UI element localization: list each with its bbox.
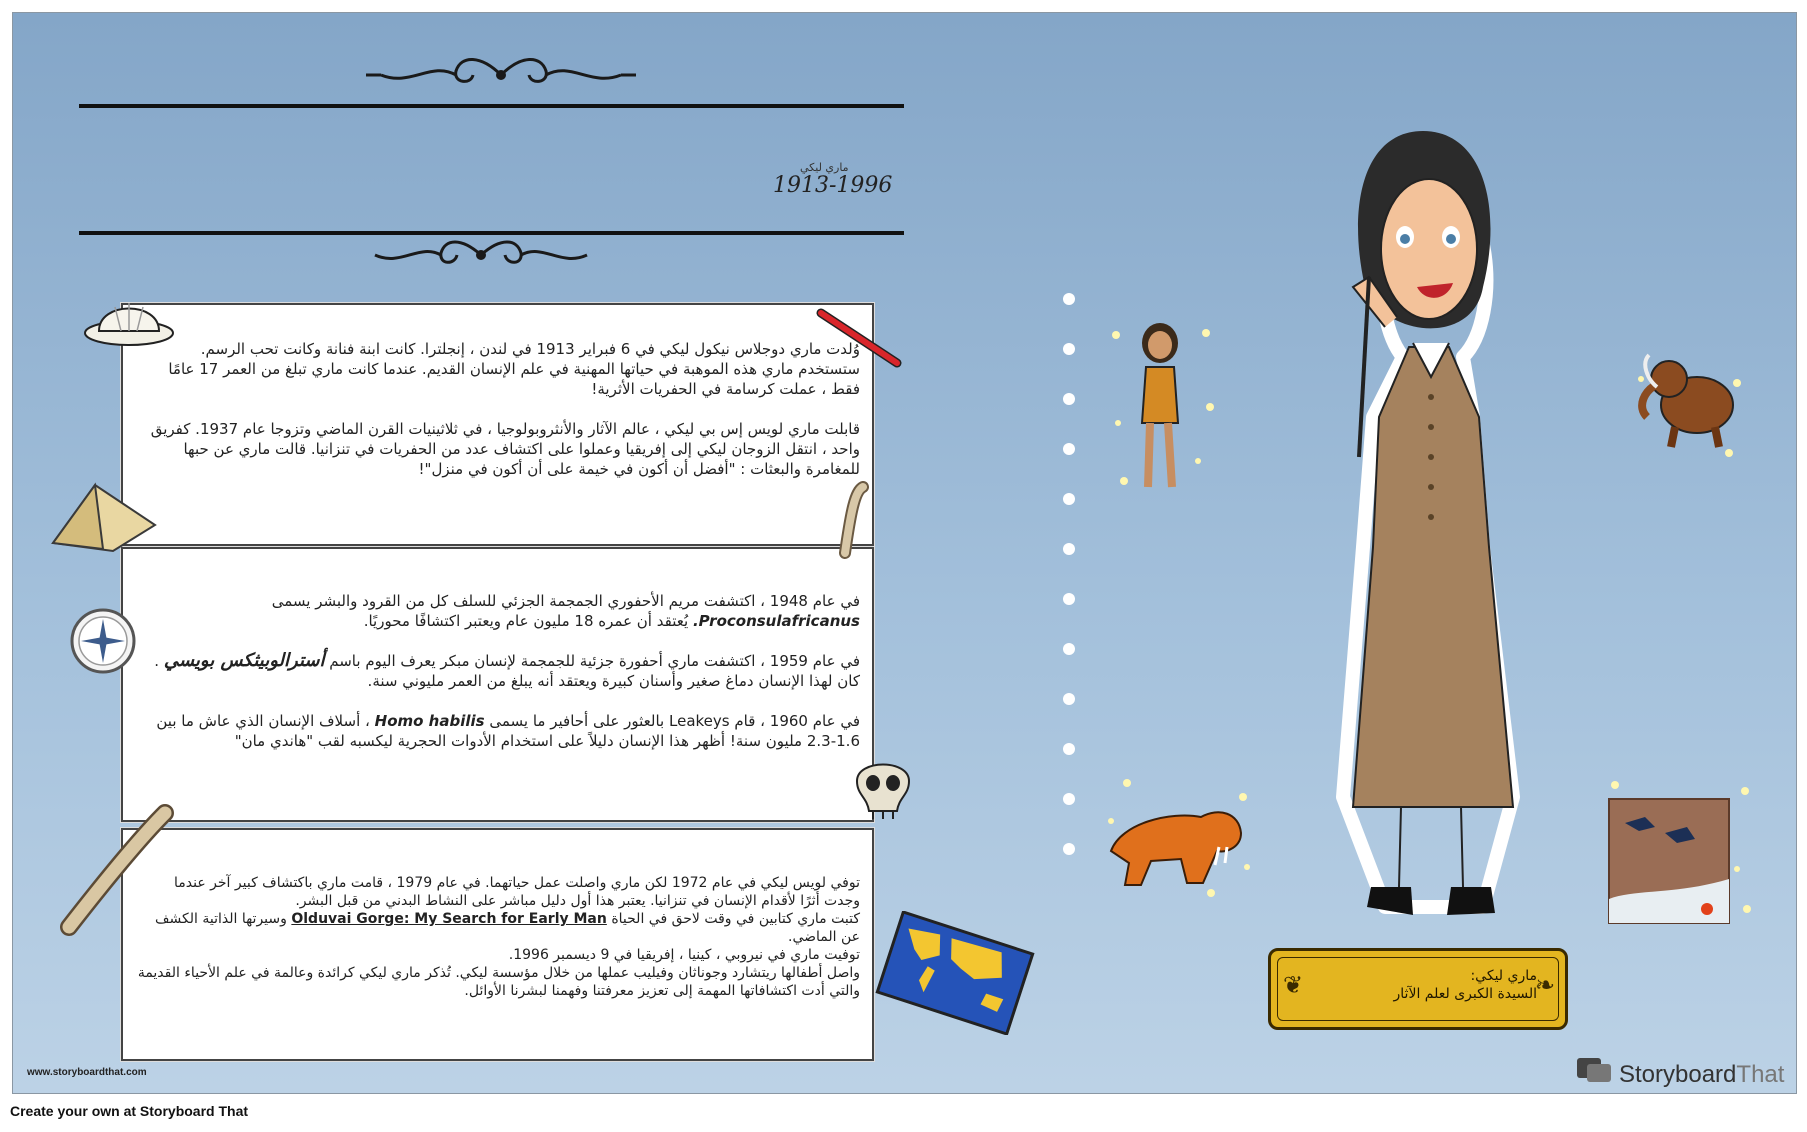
tent-icon bbox=[43, 473, 163, 553]
plaque-text bbox=[1394, 967, 1537, 1003]
dot bbox=[1063, 843, 1075, 855]
dot bbox=[1063, 343, 1075, 355]
proconsul-latin: Proconsulafricanus. bbox=[692, 612, 860, 630]
boisei-pre: في عام 1959 ، اكتشفت ماري أحفورة جزئية للجمجمة لإنسان مبكر يعرف اليوم باسم bbox=[329, 652, 860, 670]
legacy-text-box bbox=[121, 828, 874, 1061]
mary-leakey-figure bbox=[1313, 117, 1553, 951]
dot bbox=[1063, 793, 1075, 805]
habilis-latin: Homo habilis bbox=[374, 712, 485, 730]
books-post: وسيرتها الذاتية الكشف عن الماضي. bbox=[155, 911, 860, 945]
dot bbox=[1063, 293, 1075, 305]
compass-icon bbox=[69, 607, 137, 675]
top-ornament-icon bbox=[361, 51, 641, 99]
footer-url[interactable]: www.storyboardthat.com bbox=[27, 1067, 147, 1078]
plaque-flourish-left-icon: ❦ bbox=[1283, 971, 1304, 999]
intro-paragraph: وُلدت ماري دوجلاس نيكول ليكي في 6 فبراير 1913 في لندن ، إنجلترا. كانت ابنة فنانة وكانت تحب الرسم. ستستخدم ماري هذه الموهبة في حياتها المهنية في علم الإنسان القديم. عندما كانت ماري تبلغ من العمر 17 عامًا فقط ، عملت كرسامة في الحفريات الأثرية! bbox=[168, 340, 860, 398]
mammoth-icon bbox=[1625, 331, 1757, 471]
top-rule bbox=[79, 104, 904, 108]
bottom-ornament-icon bbox=[361, 235, 601, 277]
dot bbox=[1063, 643, 1075, 655]
storyboard-logo-icon bbox=[1575, 1053, 1615, 1089]
plaque-line-1: ماري ليكي: bbox=[1470, 968, 1537, 984]
dot-column bbox=[1063, 293, 1075, 893]
footprints-paragraph: توفي لويس ليكي في عام 1972 لكن ماري واصلت عمل حياتهما. في عام 1979 ، قامت ماري باكتشاف كبير آخر عندما وجدت أثرًا لأقدام الإنسان في تنزانيا. يعتبر هذا أول دليل مباشر على النشاط البدني من قبل البشر. bbox=[174, 875, 860, 909]
poster-canvas bbox=[12, 12, 1797, 1094]
dot bbox=[1063, 543, 1075, 555]
dot bbox=[1063, 393, 1075, 405]
bone-icon-2 bbox=[57, 801, 177, 941]
skull-icon bbox=[851, 751, 915, 823]
habilis-pre: في عام 1960 ، قام Leakeys بالعثور على أحافير ما يسمى bbox=[489, 712, 860, 730]
habilis-paragraph bbox=[137, 711, 860, 751]
world-map-icon bbox=[875, 911, 1035, 1035]
create-caption[interactable]: Create your own at Storyboard That bbox=[10, 1103, 249, 1119]
dot bbox=[1063, 443, 1075, 455]
plaque-line-2: السيدة الكبرى لعلم الآثار bbox=[1393, 986, 1537, 1002]
storyboard-brand[interactable] bbox=[1619, 1061, 1784, 1089]
name-plaque bbox=[1268, 948, 1568, 1030]
habilis-post: ، أسلاف الإنسان الذي عاش ما بين 1.6-2.3 مليون سنة! أظهر هذا الإنسان دليلاً على استخدام الأدوات الحجرية ليكسبه لقب "هاندي مان" bbox=[156, 712, 860, 750]
life-dates: 1913-1996 bbox=[773, 173, 893, 198]
marriage-paragraph: قابلت ماري لويس إس بي ليكي ، عالم الآثار والأنثروبولوجيا ، في ثلاثينيات القرن الماضي وتزوجا عام 1937. كفريق واحد ، انتقل الزوجان ليكي إلى إفريقيا وعملوا على اكتشاف عدد من الحفريات في تنزانيا. قالت ماري عن حبها للمغامرة والبعثات : "أفضل أن أكون في خيمة على أن أكون في منزل"! bbox=[150, 420, 860, 478]
book-title: Olduvai Gorge: My Search for Early Man bbox=[291, 911, 607, 927]
caveman-icon bbox=[1098, 311, 1228, 511]
brand-part-2: That bbox=[1736, 1061, 1785, 1088]
name-small: ماري ليكي bbox=[800, 161, 849, 174]
boisei-paragraph bbox=[137, 651, 860, 691]
books-paragraph bbox=[137, 910, 860, 946]
boisei-species: أسترالوبيثكس بويسي bbox=[163, 650, 325, 671]
dot bbox=[1063, 743, 1075, 755]
dot bbox=[1063, 493, 1075, 505]
bone-icon-1 bbox=[833, 481, 873, 561]
proconsul-pre: في عام 1948 ، اكتشفت مريم الأحفوري الجمجمة الجزئي للسلف كل من القرود والبشر يسمى bbox=[271, 592, 860, 610]
dot bbox=[1063, 593, 1075, 605]
intro-text-box bbox=[121, 303, 874, 546]
brand-part-1: Storyboard bbox=[1619, 1061, 1737, 1088]
books-pre: كتبت ماري كتابين في وقت لاحق في الحياة bbox=[611, 911, 860, 927]
plaque-flourish-right-icon: ❧ bbox=[1534, 971, 1555, 999]
cave-painting-icon bbox=[1595, 769, 1755, 939]
discoveries-text-box bbox=[121, 547, 874, 822]
proconsul-paragraph bbox=[137, 591, 860, 631]
proconsul-post: يُعتقد أن عمره 18 مليون عام ويعتبر اكتشافًا محوريًا. bbox=[363, 612, 689, 630]
sabertooth-icon bbox=[1091, 767, 1261, 907]
death-paragraph: توفيت ماري في نيروبي ، كينيا ، إفريقيا في 9 ديسمبر 1996. bbox=[508, 947, 860, 963]
children-paragraph: واصل أطفالها ريتشارد وجوناثان وفيليب عملها من خلال مؤسسة ليكي. تُذكر ماري ليكي كرائدة وعالمة في علم الأحياء القديمة والتي أدت اكتشافاتها المهمة إلى تعزيز معرفتنا وفهمنا لبشرنا الأوائل. bbox=[137, 965, 860, 999]
boisei-post: . كان لهذا الإنسان دماغ صغير وأسنان كبيرة ويعتقد أنه يبلغ من العمر مليوني سنة. bbox=[154, 652, 860, 690]
pith-helmet-icon bbox=[81, 281, 177, 353]
pencil-icon bbox=[813, 305, 905, 371]
dot bbox=[1063, 693, 1075, 705]
